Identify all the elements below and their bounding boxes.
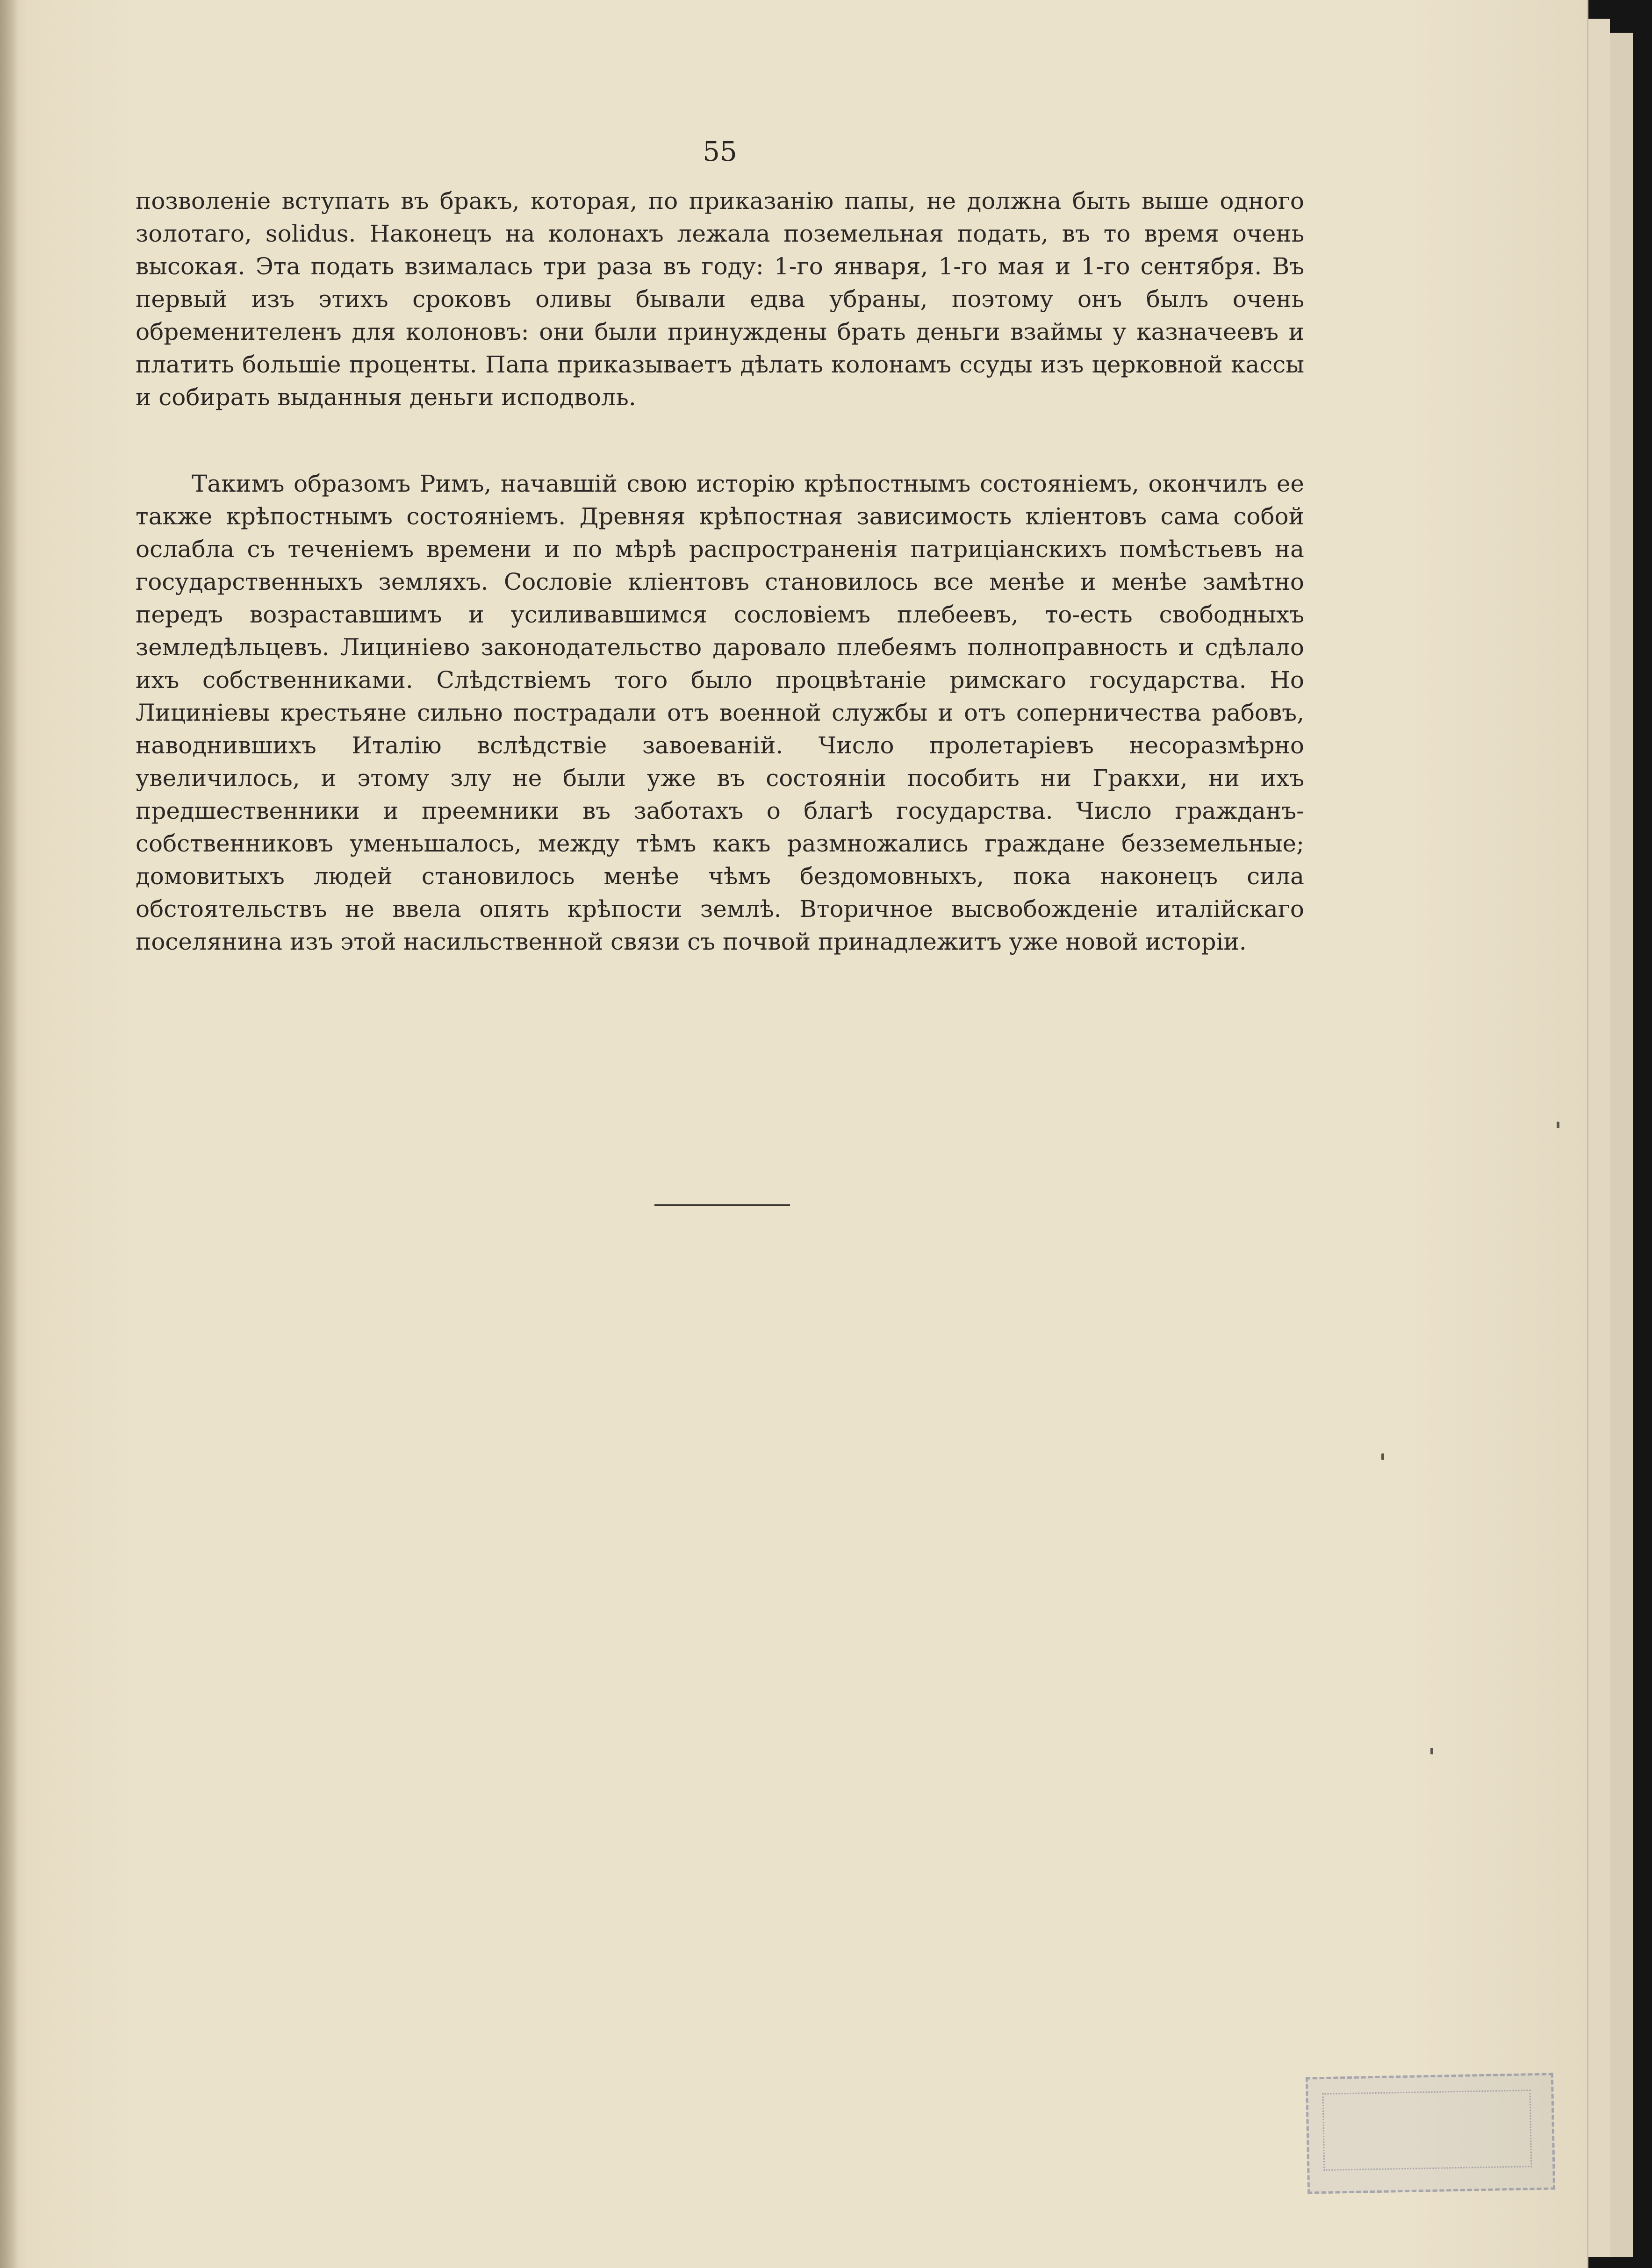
page-number: 55 bbox=[703, 136, 737, 167]
paragraph-2: Такимъ образомъ Римъ, начавшій свою исторію крѣпостнымъ состояніемъ, окончилъ ее также крѣпостнымъ состояніемъ. Древняя крѣпостная зависимость клiентовъ сама собой ослабла съ теченіемъ времени и по мѣрѣ распространенія патриціанскихъ помѣстьевъ на государственныхъ земляхъ. Сословіе клiентовъ становилось все менѣе и менѣе замѣтно передъ возраставшимъ и усиливавшимся сословіемъ плебеевъ, то-есть свободныхъ земледѣльцевъ. Лициніево законодательство даровало плебеямъ полноправность и сдѣлало ихъ собственниками. Слѣдствіемъ того было процвѣтаніе римскаго государства. Но Лициніевы крестьяне сильно пострадали отъ военной службы и отъ соперничества рабовъ, наводнившихъ Италію вслѣдствіе завоеваній. Число пролетаріевъ несоразмѣрно увеличилось, и этому злу не были уже въ состояніи пособить ни Гракхи, ни ихъ предшественники и преемники въ заботахъ о благѣ государства. Число гражданъ-собственниковъ уменьшалось, между тѣмъ какъ размножались граждане безземельные; домовитыхъ людей становилось менѣе чѣмъ бездомовныхъ, пока наконецъ сила обстоятельствъ не ввела опять крѣпости землѣ. Вторичное высвобожденіе италійскаго поселянина изъ этой насильственной связи съ почвой принадлежитъ уже новой исторіи. bbox=[136, 470, 1304, 955]
page-edge-shadow bbox=[0, 0, 19, 2268]
paper-speck bbox=[1557, 1122, 1559, 1128]
library-stamp-inner bbox=[1322, 2089, 1532, 2171]
paragraph-1: позволеніе вступать въ бракъ, которая, по приказанію папы, не должна быть выше одного золотаго, solidus. Наконецъ на колонахъ лежала поземельная подать, въ то время очень высокая. Эта подать взималась три раза въ году: 1-го января, 1-го мая и 1-го сентября. Въ первый изъ этихъ сроковъ оливы бывали едва убраны, поэтому онъ былъ очень обременителенъ для колоновъ: они были принуждены брать деньги взаймы у казначеевъ и платить большіе проценты. Папа приказываетъ дѣлать колонамъ ссуды изъ церковной кассы и собирать выданныя деньги исподволь. bbox=[136, 187, 1304, 411]
paper-speck bbox=[1430, 1748, 1433, 1754]
section-divider bbox=[654, 1204, 790, 1206]
library-stamp bbox=[1306, 2073, 1555, 2194]
paper-speck bbox=[1381, 1453, 1384, 1460]
